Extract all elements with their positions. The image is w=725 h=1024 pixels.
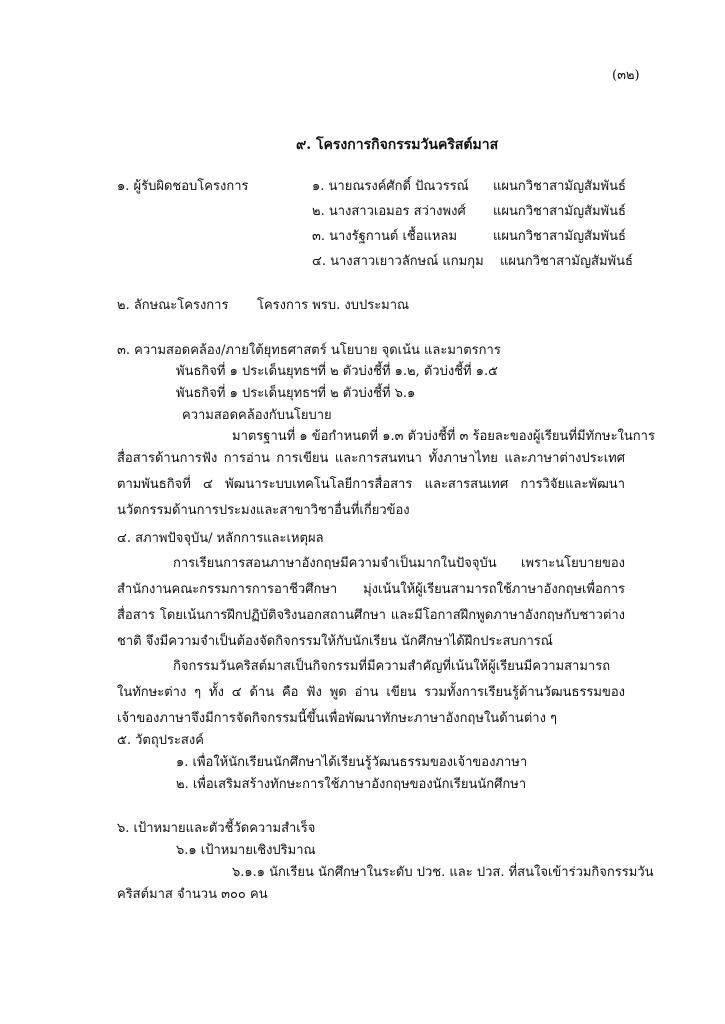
rationale-paragraph-1: การเรียนการสอนภาษาอังกฤษมีความจำเป็นมากในปัจจุบัน เพราะนโยบายของสำนักงานคณะกรรมการการอาชีวศึกษา มุ่งเน้นให้ผู้เรียนสามารถใช้ภาษาอังกฤษเพื่อการสื่อสาร โดยเน้นการฝึกปฏิบัติจริงนอกสถานศึกษา และมีโอกาสฝึกพูดภาษาอังกฤษกับชาวต่างชาติ จึงมีความจำเป็นต้องจัดกิจกรรมให้กับนักเรียน นักศึกษาได้ฝึกประสบการณ์	[117, 556, 625, 649]
section2-value: โครงการ พรบ. งบประมาณ	[257, 298, 410, 313]
person-dept: แผนกวิชาสามัญสัมพันธ์	[493, 179, 626, 194]
strategy-line: พันธกิจที่ ๑ ประเด็นยุทธฯที่ ๒ ตัวบ่งชี้ที่ ๑.๒, ตัวบ่งชี้ที่ ๑.๕	[176, 364, 498, 379]
page-number: (๓๒)	[612, 68, 640, 83]
objective-item: ๒. เพื่อเสริมสร้างทักษะการใช้ภาษาอังกฤษของนักเรียนนักศึกษา	[176, 777, 527, 792]
person-dept: แผนกวิชาสามัญสัมพันธ์	[493, 204, 626, 219]
strategy-line: พันธกิจที่ ๑ ประเด็นยุทธฯที่ ๒ ตัวบ่งชี้ที่ ๖.๑	[176, 386, 416, 401]
person-dept: แผนกวิชาสามัญสัมพันธ์	[493, 229, 626, 244]
target-item-first-line: ๖.๑.๑ นักเรียน นักศึกษาในระดับ ปวช. และ ปวส. ที่สนใจเข้าร่วมกิจกรรมวัน	[232, 865, 654, 880]
section2-label: ๒. ลักษณะโครงการ	[117, 298, 229, 313]
policy-heading: ความสอดคล้องกับนโยบาย	[182, 408, 332, 423]
person-name: ๒. นางสาวเอมอร สว่างพงศ์	[312, 204, 466, 219]
target-item-continuation: คริสต์มาส จำนวน ๓๐๐ คน	[117, 887, 268, 902]
objective-item: ๑. เพื่อให้นักเรียนนักศึกษาได้เรียนรู้วัฒนธรรมของเจ้าของภาษา	[176, 755, 528, 770]
policy-first-line: มาตรฐานที่ ๑ ข้อกำหนดที่ ๑.๓ ตัวบ่งชี้ที่ ๓ ร้อยละของผู้เรียนที่มีทักษะในการ	[232, 429, 655, 444]
person-dept: แผนกวิชาสามัญสัมพันธ์	[500, 254, 633, 269]
section3-heading: ๓. ความสอดคล้อง/ภายใต้ยุทธศาสตร์ นโยบาย จุดเน้น และมาตรการ	[117, 343, 501, 358]
section4-heading: ๔. สภาพปัจจุบัน/ หลักการและเหตุผล	[117, 531, 324, 546]
rationale-paragraph-2: กิจกรรมวันคริสต์มาสเป็นกิจกรรมที่มีความสำคัญที่เน้นให้ผู้เรียนมีความสามารถในทักษะต่าง ๆ ทั้ง ๔ ด้าน คือ ฟัง พูด อ่าน เขียน รวมทั้งการเรียนรู้ด้านวัฒนธรรมของเจ้าของภาษาจึงมีการจัดกิจกรรมนี้ขึ้นเพื่อพัฒนาทักษะภาษาอังกฤษในด้านต่าง ๆ	[117, 659, 625, 726]
section1-label: ๑. ผู้รับผิดชอบโครงการ	[117, 179, 249, 194]
document-title: ๙. โครงการกิจกรรมวันคริสต์มาส	[296, 137, 499, 153]
person-name: ๓. นางรัฐกานต์ เชื้อแหลม	[312, 229, 458, 244]
target-subheading: ๖.๑ เป้าหมายเชิงปริมาณ	[176, 843, 316, 858]
person-name: ๔. นางสาวเยาวลักษณ์ แกมกุม	[312, 254, 484, 269]
section5-heading: ๕. วัตถุประสงค์	[117, 733, 204, 748]
person-name: ๑. นายณรงค์ศักดิ์ ปัณวรรณ์	[312, 179, 469, 194]
policy-paragraph: สื่อสารด้านการฟัง การอ่าน การเขียน และการสนทนา ทั้งภาษาไทย และภาษาต่างประเทศตามพันธกิจที่ ๔ พัฒนาระบบเทคโนโลยีการสื่อสาร และสารสนเทศ การวิจัยและพัฒนานวัตกรรมด้านการประมงและสาขาวิชาอื่นที่เกี่ยวข้อง	[117, 451, 625, 518]
section6-heading: ๖. เป้าหมายและตัวชี้วัดความสำเร็จ	[117, 821, 316, 836]
